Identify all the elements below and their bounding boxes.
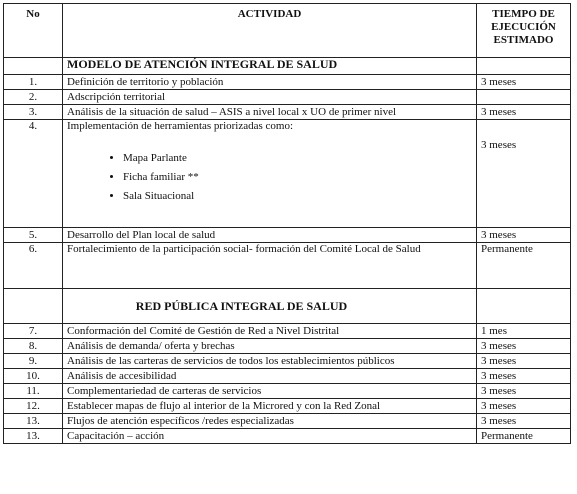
- row-time: 3 meses: [477, 75, 571, 90]
- row-activity: Análisis de demanda/ oferta y brechas: [63, 339, 477, 354]
- table-row: [4, 120, 571, 228]
- row-activity: [63, 120, 477, 228]
- row-no: 8.: [4, 339, 63, 354]
- table-row: [4, 243, 571, 289]
- list-item: • Ficha familiar **: [123, 168, 472, 187]
- row-no: 6.: [4, 243, 63, 289]
- table-row: [4, 90, 571, 105]
- row-activity: Análisis de la situación de salud – ASIS a nivel local x UO de primer nivel: [63, 105, 477, 120]
- row-no: 1.: [4, 75, 63, 90]
- row-time: 3 meses: [477, 120, 571, 228]
- row-activity: Análisis de accesibilidad: [63, 369, 477, 384]
- row-time: Permanente: [477, 429, 571, 444]
- table-row: [4, 414, 571, 429]
- row-no: 5.: [4, 228, 63, 243]
- table-row: [4, 399, 571, 414]
- row-time: 3 meses: [477, 105, 571, 120]
- row-activity: Desarrollo del Plan local de salud: [63, 228, 477, 243]
- row-no: 10.: [4, 369, 63, 384]
- row-activity: Adscripción territorial: [63, 90, 477, 105]
- section-row: [4, 289, 571, 324]
- activities-table: [3, 3, 571, 444]
- list-item: • Sala Situacional: [123, 187, 472, 206]
- row-activity: Fortalecimiento de la participación social- formación del Comité Local de Salud: [63, 243, 477, 289]
- row-no: 2.: [4, 90, 63, 105]
- row-time: [477, 90, 571, 105]
- table-row: [4, 105, 571, 120]
- row-no: 12.: [4, 399, 63, 414]
- row-time: 3 meses: [477, 399, 571, 414]
- row-time: 3 meses: [477, 228, 571, 243]
- section-row: [4, 58, 571, 75]
- row-activity: Establecer mapas de flujo al interior de la Microred y con la Red Zonal: [63, 399, 477, 414]
- tool-list: [67, 149, 472, 206]
- row-no: 9.: [4, 354, 63, 369]
- row-time: 3 meses: [477, 354, 571, 369]
- row-no: 7.: [4, 324, 63, 339]
- row-time: 1 mes: [477, 324, 571, 339]
- header-activity: ACTIVIDAD: [63, 4, 477, 58]
- table-row: [4, 228, 571, 243]
- row-no: 3.: [4, 105, 63, 120]
- row-activity: Complementariedad de carteras de servicios: [63, 384, 477, 399]
- list-item: • Mapa Parlante: [123, 149, 472, 168]
- row-no: 13.: [4, 429, 63, 444]
- row-activity: Flujos de atención específicos /redes especializadas: [63, 414, 477, 429]
- table-row: [4, 354, 571, 369]
- section-title: MODELO DE ATENCIÓN INTEGRAL DE SALUD: [63, 58, 477, 75]
- row-no: 13.: [4, 414, 63, 429]
- table-row: [4, 369, 571, 384]
- table-row: [4, 324, 571, 339]
- table-row: [4, 339, 571, 354]
- row-activity: Análisis de las carteras de servicios de todos los establecimientos públicos: [63, 354, 477, 369]
- table-row: [4, 384, 571, 399]
- header-no: No: [4, 4, 63, 58]
- header-row: [4, 4, 571, 58]
- row-time: 3 meses: [477, 369, 571, 384]
- row-no: 4.: [4, 120, 63, 228]
- row-time: 3 meses: [477, 339, 571, 354]
- row-time: Permanente: [477, 243, 571, 289]
- row-time: 3 meses: [477, 384, 571, 399]
- table-row: [4, 429, 571, 444]
- table-row: [4, 75, 571, 90]
- row-no: 11.: [4, 384, 63, 399]
- row-activity: Capacitación – acción: [63, 429, 477, 444]
- row-activity: Conformación del Comité de Gestión de Red a Nivel Distrital: [63, 324, 477, 339]
- row-activity-text: Implementación de herramientas priorizadas como:: [67, 120, 294, 132]
- row-activity: Definición de territorio y población: [63, 75, 477, 90]
- section-title: RED PÚBLICA INTEGRAL DE SALUD: [63, 289, 477, 324]
- row-time: 3 meses: [477, 414, 571, 429]
- header-time: TIEMPO DE EJECUCIÓN ESTIMADO: [477, 4, 571, 58]
